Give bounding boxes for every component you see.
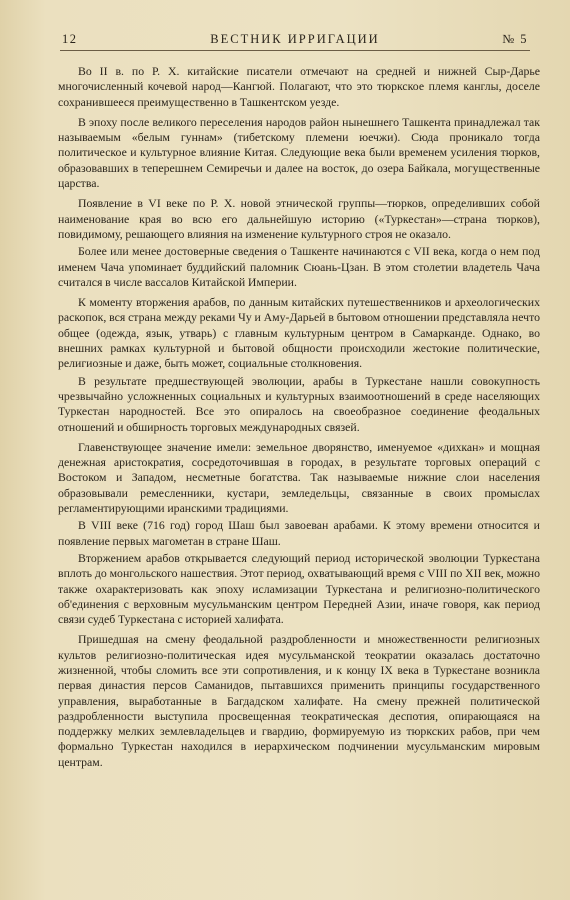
paragraph: К моменту вторжения арабов, по данным китайских путешественников и археологических раскопок, вся страна между реками Чу и Аму-Дарьей в бытовом отношении представляла нечто общее (одежда, язык, утварь) с главным культурным центром в Самарканде. Однако, во внешних рамках культурной и бытовой общности происходили жестокие политические, религиозные и даже, быть может, социальные столкновения. [58, 295, 540, 371]
journal-title: ВЕСТНИК ИРРИГАЦИИ [210, 32, 380, 46]
paragraph: В VIII веке (716 год) город Шаш был завоеван арабами. К этому времени относится и появление первых магометан в стране Шаш. [58, 518, 540, 548]
running-header [60, 30, 530, 51]
paragraph: Главенствующее значение имели: земельное дворянство, именуемое «дихкан» и мощная денежная аристократия, сосредоточившая в городах, в результате торговых операций с Востоком и Западом, несметные богатства. Так называемые нижние слои населения образовывали ремесленники, кустари, земледельцы, связанные в своих промыслах регламентирующими иранскими традициями. [58, 439, 540, 516]
issue-number: № 5 [502, 32, 528, 46]
page-number: 12 [62, 32, 78, 46]
paragraph: Более или менее достоверные сведения о Ташкенте начинаются с VII века, когда о нем под именем Чача упоминает буддийский паломник Сюань-Цзан. В этом столетии владетель Чача считался в числе вассалов Китайской Империи. [58, 244, 540, 289]
article-body [58, 64, 540, 772]
paragraph: В результате предшествующей эволюции, арабы в Туркестане нашли совокупность чрезвычайно усложненных социальных и культурных взаимоотношений в среде населяющих Туркестан народностей. Все это опиралось на своеобразное соединение феодальных отношений и обширность торговых международных связей. [58, 373, 540, 434]
paragraph: Появление в VI веке по Р. Х. новой этнической группы—тюрков, определивших собой наименование края во всю его дальнейшую историю («Туркестан»—страна тюрков), повидимому, решающего влияния на изменение культурного строя не оказало. [58, 196, 540, 241]
paragraph: Вторжением арабов открывается следующий период исторической эволюции Туркестана вплоть до монгольского нашествия. Этот период, охватывающий время с VIII по XII век, можно также охарактеризовать как эпоху исламизации Туркестана и религиозно-политического об'единения с верховным мусульманским центром Передней Азии, иначе говоря, как период связи судеб Туркестана с историей халифата. [58, 550, 540, 627]
paragraph: Пришедшая на смену феодальной раздробленности и множественности религиозных культов религиозно-политическая идея мусульманской теократии оказалась достаточно жизненной, чтобы сломить все эти сопротивления, и к концу IX века в Туркестане возникла первая династия персов Саманидов, пытавшихся применить принципы государственного управления, выработанные в Багдадском халифате. На смену прежней политической раздробленности выступила просвещенная теократическая деспотия, опирающаяся на поддержку мелких землевладельцев и гвардию, формируемую из тюркских рабов, при чем формально Туркестан находился в иерархическом подчинении мусульманским мировым центрам. [58, 632, 540, 769]
paragraph: Во II в. по Р. Х. китайские писатели отмечают на средней и нижней Сыр-Дарье многочисленный кочевой народ—Кангюй. Полагают, что это тюркское племя канглы, доселе сохранившееся преимущественно в Ташкентском уезде. [58, 64, 540, 109]
paragraph: В эпоху после великого переселения народов район нынешнего Ташкента принадлежал так называемым «белым гуннам» (тибетскому племени юечжи). Сюда проникало тогда политическое и культурное влияние Китая. Следующие века были временем усиления тюрков, образовавших в теперешнем Семиречьи и далее на восток, до озера Байкала, могущественные царства. [58, 114, 540, 191]
